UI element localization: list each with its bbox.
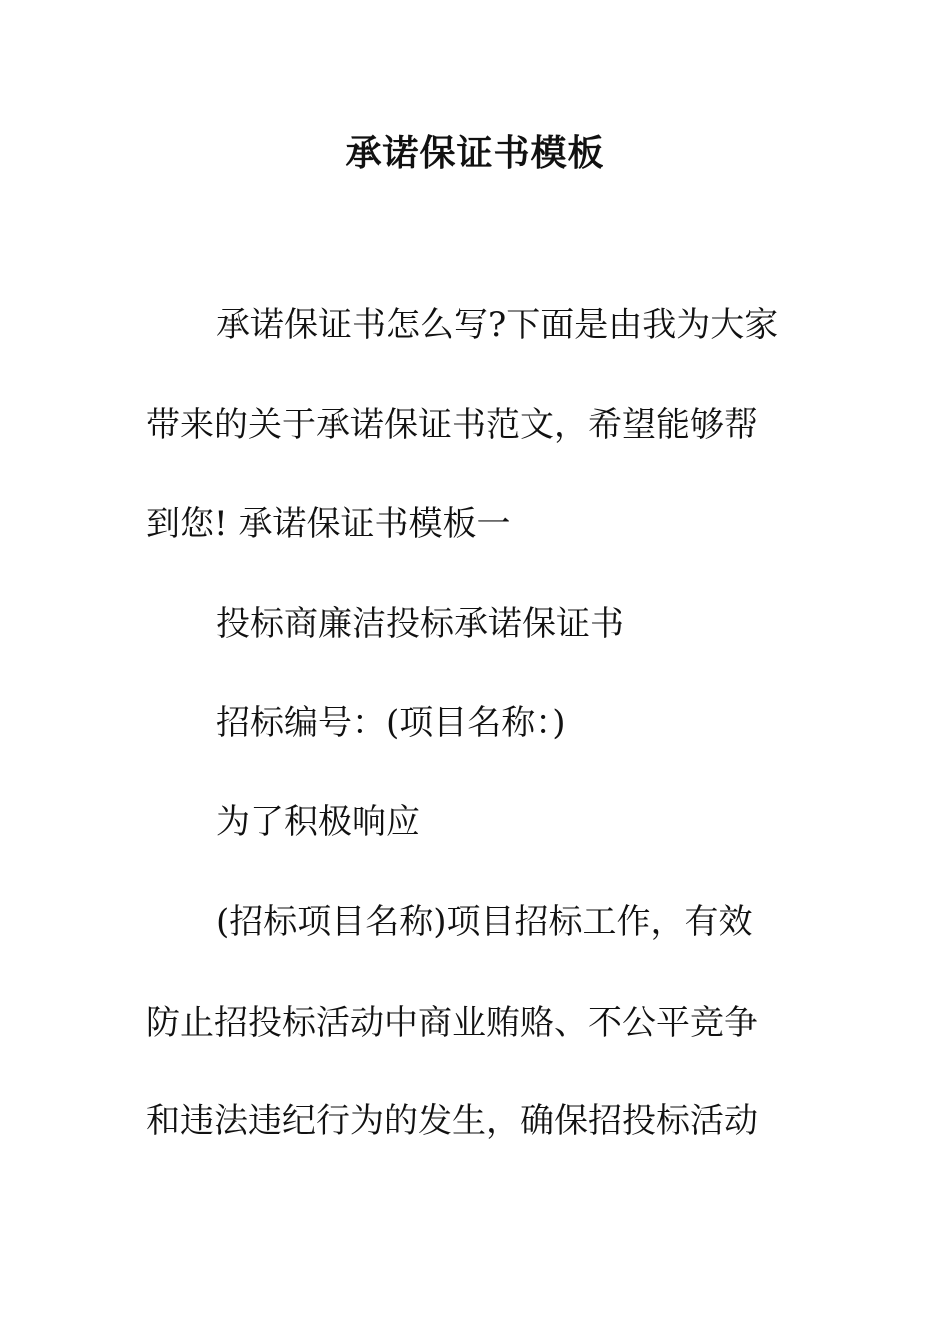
paragraph-line: 带来的关于承诺保证书范文，希望能够帮 (146, 405, 758, 445)
paragraph-line: 为了积极响应 (216, 802, 420, 842)
paragraph-line: 投标商廉洁投标承诺保证书 (216, 604, 624, 644)
paragraph-line: 招标编号：(项目名称：) (216, 703, 566, 743)
document-title: 承诺保证书模板 (345, 133, 605, 174)
paragraph-line: 到您! 承诺保证书模板一 (146, 504, 511, 544)
paragraph-line: 承诺保证书怎么写?下面是由我为大家 (216, 305, 779, 345)
paragraph-line: (招标项目名称)项目招标工作，有效 (216, 902, 753, 942)
paragraph-line: 防止招投标活动中商业贿赂、不公平竞争 (146, 1003, 758, 1043)
paragraph-line: 和违法违纪行为的发生，确保招投标活动 (146, 1101, 758, 1141)
